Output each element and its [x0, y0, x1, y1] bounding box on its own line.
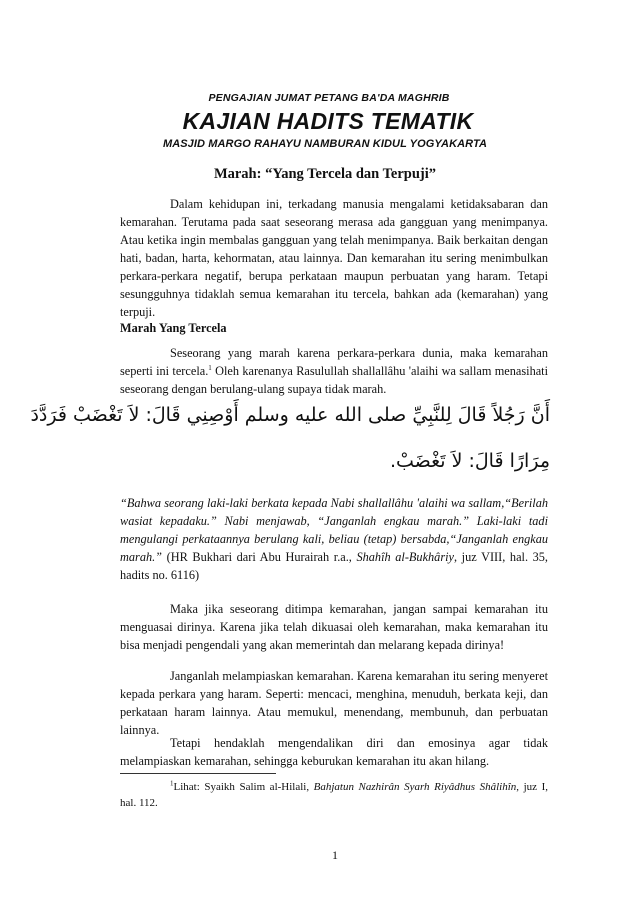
hadith-reference-b: , juz VIII, hal. 35, hadits no. 6116): [120, 550, 548, 582]
footnote-number: 1: [170, 779, 174, 788]
footnote-divider: [120, 773, 276, 774]
page-number: 1: [332, 848, 338, 862]
hadith-reference-book: Shahîh al-Bukhâriy: [356, 550, 454, 564]
header-line-1: PENGAJIAN JUMAT PETANG BA'DA MAGHRIB: [208, 92, 450, 104]
paragraph-6: Tetapi hendaklah mengendalikan diri dan emosinya agar tidak melampiaskan kemarahan, sehingga keburukan kemarahan itu akan hilang.: [120, 736, 548, 768]
subheading-marah-tercela: Marah Yang Tercela: [120, 321, 227, 335]
hadith-reference-a: (HR Bukhari dari Abu Hurairah r.a.,: [162, 550, 357, 564]
paragraph-5: Janganlah melampiaskan kemarahan. Karena kemarahan itu sering menyeret kepada perkara yang haram. Seperti: mencaci, menghina, menuduh, berkata keji, dan perkataan haram lainnya. Atau memukul, menendang, membunuh, dan perbuatan lainnya.: [120, 669, 548, 737]
footnote-text-b: , juz I, hal. 112.: [120, 781, 548, 809]
header-line-3: MASJID MARGO RAHAYU NAMBURAN KIDUL YOGYAKARTA: [162, 138, 488, 150]
paragraph-2: [120, 344, 548, 398]
arabic-hadith-line-2: مِرَارًا قَالَ: لاَ تَغْضَبْ.: [389, 450, 550, 472]
footnote-book-title: Bahjatun Nazhirân Syarh Riyâdhus Shâlihîn: [313, 781, 517, 793]
footnote-text-a: Lihat: Syaikh Salim al-Hilali,: [173, 781, 314, 793]
arabic-hadith-line-1: أَنَّ رَجُلاً قَالَ لِلنَّبِيِّ صلى الله عليه وسلم أَوْصِنِي قَالَ: لاَ تَغْضَبْ فَرَدَّدَ: [30, 404, 550, 426]
paragraph-2-text-b: Oleh karenanya Rasulullah shallallâhu 'alaihi wa sallam menasihati seseorang dengan berulang-ulang supaya tidak marah.: [120, 364, 549, 396]
paragraph-1: Dalam kehidupan ini, terkadang manusia mengalami ketidaksabaran dan kemarahan. Terutama pada saat seseorang merasa ada gangguan yang menimpanya. Atau ketika ingin membalas gangguan yang telah menimpanya. Baik berkaitan dengan hati, badan, harta, kehormatan, atau lainnya. Dan kemarahan itu sering menimbulkan perkara-perkara negatif, berupa perkataan maupun perbuatan yang haram. Tetapi sesungguhnya tidaklah semua kemarahan itu tercela, bahkan ada (kemarahan) yang terpuji.: [120, 197, 548, 319]
paragraph-2-text-a: Seseorang yang marah karena perkara-perkara dunia, maka kemarahan seperti ini tercela.: [120, 346, 548, 378]
article-title: Marah: “Yang Tercela dan Terpuji”: [213, 166, 437, 182]
paragraph-4: Maka jika seseorang ditimpa kemarahan, jangan sampai kemarahan itu menguasai dirinya. Karena jika telah dikuasai oleh kemarahan, maka kemarahan itu bisa menjadi pengendali yang akan memerintah dan melarang kepada dirinya!: [120, 602, 548, 652]
footnote: [120, 779, 548, 811]
hadith-translation: [120, 494, 548, 584]
hadith-translation-text: “Bahwa seorang laki-laki berkata kepada Nabi shallallâhu 'alaihi wa sallam,“Berilah wasiat kepadaku.” Nabi menjawab, “Janganlah engkau marah.” Laki-laki tadi mengulangi perkataannya berulang kali, beliau (tetap) bersabda,“Janganlah engkau marah.”: [120, 496, 548, 564]
header-main-title: KAJIAN HADITS TEMATIK: [182, 108, 474, 134]
footnote-ref-1: 1: [208, 363, 212, 372]
